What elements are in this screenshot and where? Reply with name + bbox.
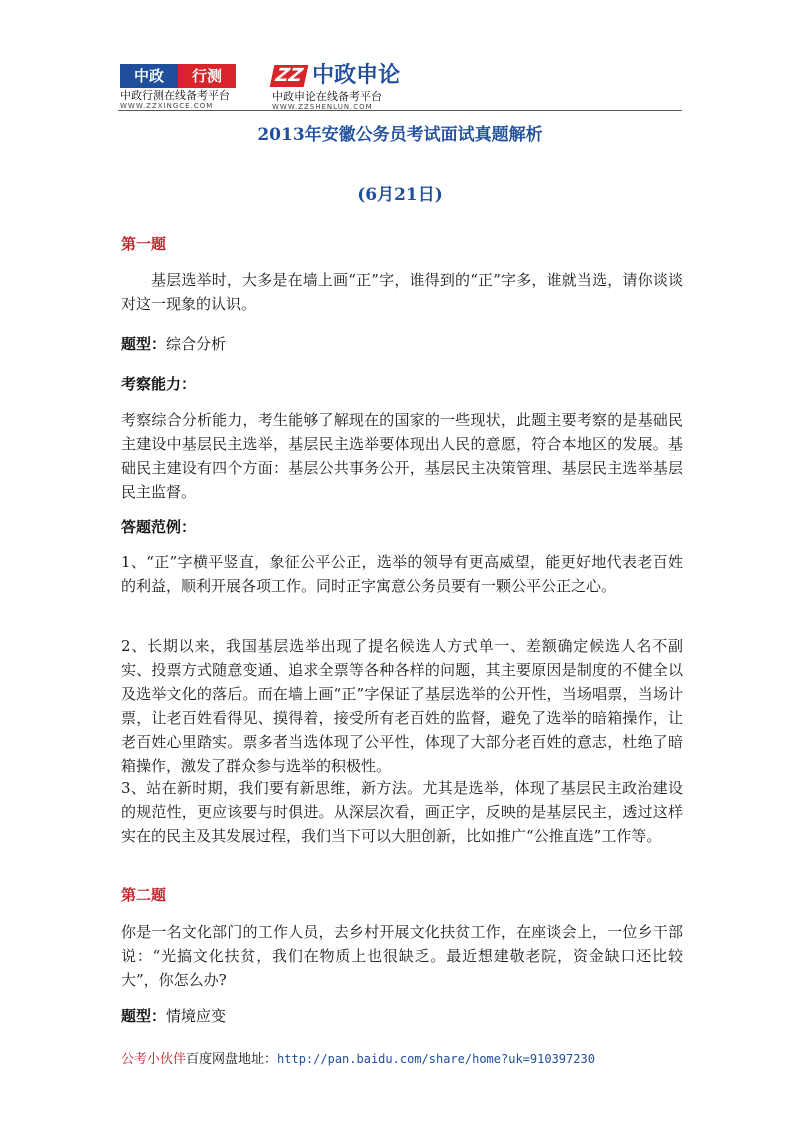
logo1-subtitle: 中政行测在线备考平台 — [120, 89, 230, 102]
question-2-type — [121, 1005, 226, 1026]
page-header — [118, 62, 682, 111]
zzxingce-logo[interactable] — [120, 64, 240, 110]
question-2-text: 你是一名文化部门的工作人员，去乡村开展文化扶贫工作，在座谈会上，一位乡干部说：“光搞文化扶贫，我们在物质上也很缺乏。最近想建敬老院，资金缺口还比较大”，你怎么办? — [121, 923, 683, 989]
footer-link[interactable]: http://pan.baidu.com/share/home?uk=910397230 — [277, 1052, 595, 1066]
answer-heading: 答题范例： — [121, 518, 197, 536]
answer-1: 1、“正”字横平竖直，象征公平公正，选举的领导有更高威望，能更好地代表老百姓的利益，顺利开展各项工作。同时正字寓意公务员要有一颗公平公正之心。 — [121, 553, 683, 595]
type-value: 情境应变 — [166, 1007, 227, 1025]
type-label: 题型： — [121, 1007, 167, 1025]
logo2-url: WWW.ZZSHENLUN.COM — [272, 103, 373, 111]
question-1-text: 基层选举时，大多是在墙上画“正”字，谁得到的“正”字多，谁就当选，请你谈谈对这一现象的认识。 — [121, 271, 683, 313]
zzshenlun-logo[interactable] — [272, 62, 432, 111]
question-1-heading: 第一题 — [121, 235, 167, 253]
document-date: (6月21日) — [357, 185, 443, 205]
logo1-url: WWW.ZZXINGCE.COM — [120, 102, 214, 110]
answer-2: 2、长期以来，我国基层选举出现了提名候选人方式单一、差额确定候选人名不副实、投票方式随意变通、追求全票等各种各样的问题，其主要原因是制度的不健全以及选举文化的落后。而在墙上画“正”字保证了基层选举的公开性，当场唱票，当场计票，让老百姓看得见、摸得着，接受所有老百姓的监督，避免了选举的暗箱操作，让老百姓心里踏实。票多者当选体现了公平性，体现了大部分老百姓的意志，杜绝了暗箱操作，激发了群众参与选举的积极性。 — [121, 637, 683, 775]
ability-heading: 考察能力： — [121, 375, 197, 393]
type-value: 综合分析 — [166, 335, 227, 353]
question-1-type — [121, 333, 226, 354]
page-footer — [121, 1048, 595, 1067]
footer-brand: 公考小伙伴 — [121, 1052, 187, 1067]
logo2-subtitle: 中政申论在线备考平台 — [272, 90, 382, 103]
footer-label: 百度网盘地址： — [186, 1052, 278, 1067]
document-title: 2013年安徽公务员考试面试真题解析 — [257, 125, 543, 145]
logo1-part1: 中政 — [120, 64, 178, 88]
logo1-part2: 行测 — [178, 64, 236, 88]
logo2-mark: ZZ — [270, 65, 309, 87]
answer-3: 3、站在新时期，我们要有新思维，新方法。尤其是选举，体现了基层民主政治建设的规范性，更应该要与时俱进。从深层次看，画正字，反映的是基层民主，透过这样实在的民主及其发展过程，我们当下可以大胆创新，比如推广“公推直选”工作等。 — [121, 779, 683, 845]
logo2-name: 中政申论 — [312, 63, 401, 88]
question-2-heading: 第二题 — [121, 886, 167, 904]
ability-text: 考察综合分析能力，考生能够了解现在的国家的一些现状，此题主要考察的是基础民主建设中基层民主选举，基层民主选举要体现出人民的意愿，符合本地区的发展。基础民主建设有四个方面：基层公共事务公开，基层民主决策管理、基层民主选举基层民主监督。 — [121, 411, 683, 501]
type-label: 题型： — [121, 335, 167, 353]
